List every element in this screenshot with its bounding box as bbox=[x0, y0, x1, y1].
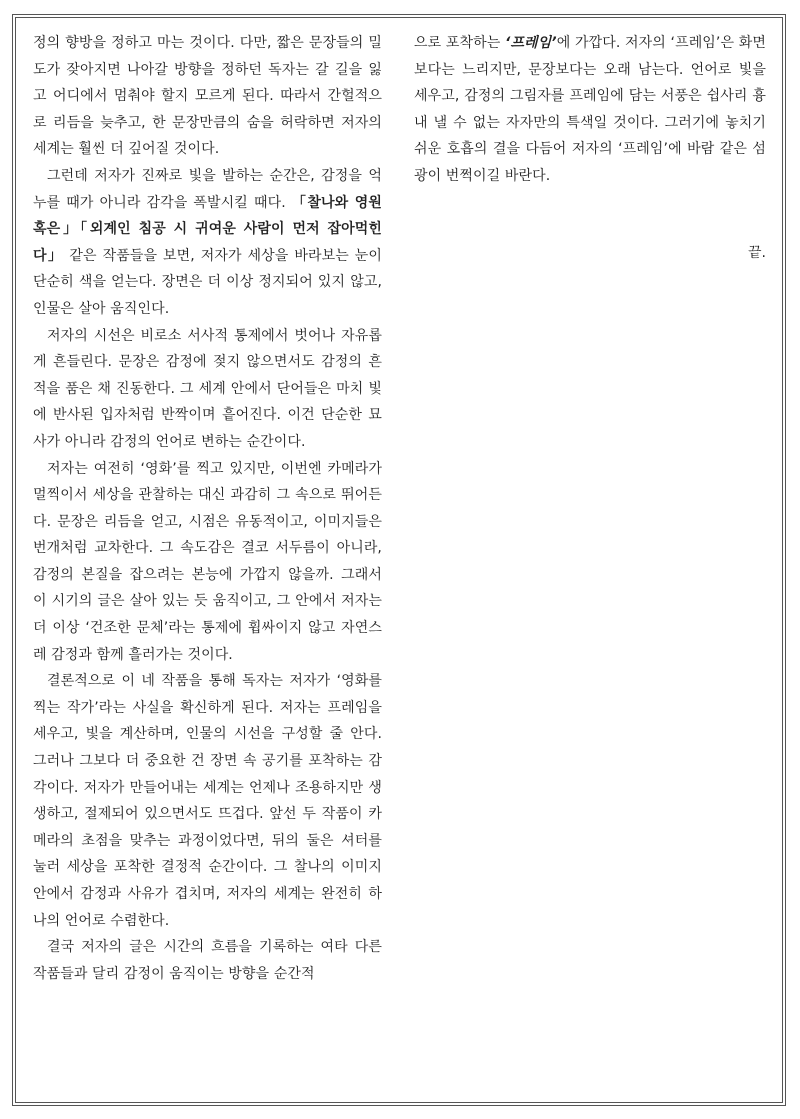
paragraph-7 bbox=[414, 30, 766, 190]
left-column bbox=[33, 30, 382, 987]
frame-term-bold-italic: ‘프레임’ bbox=[505, 35, 557, 51]
paragraph-7-text-b: 에 가깝다. 저자의 ‘프레임’은 화면보다는 느리지만, 문장보다는 오래 남는다. 언어로 빛을 세우고, 감정의 그림자를 프레임에 담는 서풍은 쉽사리 흉내 낼 수 없는 자자만의 특색일 것이다. 그러기에 놓치기 쉬운 호흡의 결을 다듬어 저자의 ‘프레임’에 바람 같은 섬광이 번쩍이길 바란다. bbox=[414, 35, 766, 184]
paragraph-2-text-b: 같은 작품들을 보면, 저자가 세상을 바라보는 눈이 단순히 색을 얻는다. 장면은 더 이상 정지되어 있지 않고, 인물은 살아 움직인다. bbox=[33, 247, 382, 317]
paragraph-4: 저자는 여전히 ‘영화’를 찍고 있지만, 이번엔 카메라가 멀찍이서 세상을 관찰하는 대신 과감히 그 속으로 뛰어든다. 문장은 리듬을 얻고, 시점은 유동적이고, 이미지들은 번개처럼 교차한다. 그 속도감은 결코 서두름이 아니라, 감정의 본질을 잡으려는 본능에 가깝지 않을까. 그래서 이 시기의 글은 살아 있는 듯 움직이고, 그 안에서 저자는 더 이상 ‘건조한 문체’라는 통제에 휩싸이지 않고 자연스레 감정과 함께 흘러가는 것이다. bbox=[33, 460, 382, 663]
paragraph-2-text-a: 그런데 저자가 진짜로 빛을 발하는 순간은, 감정을 억누를 때가 아니라 감각을 폭발시킬 때다. bbox=[33, 167, 382, 211]
paragraph-1: 정의 향방을 정하고 마는 것이다. 다만, 짧은 문장들의 밀도가 잦아지면 나아갈 방향을 정하던 독자는 갈 길을 잃고 어디에서 멈춰야 할지 모르게 된다. 따라서 간헐적으로 리듬을 늦추고, 한 문장만큼의 숨을 허락하면 저자의 세계는 훨씬 더 깊어질 것이다. bbox=[33, 35, 382, 158]
right-column bbox=[414, 30, 766, 190]
paragraph-2 bbox=[33, 163, 382, 323]
paragraph-6: 결국 저자의 글은 시간의 흐름을 기록하는 여타 다른 작품들과 달리 감정이 움직이는 방향을 순간적 bbox=[33, 939, 382, 982]
paragraph-5: 결론적으로 이 네 작품을 통해 독자는 저자가 ‘영화를 찍는 작가’라는 사실을 확신하게 된다. 저자는 프레임을 세우고, 빛을 계산하며, 인물의 시선을 구성할 줄 안다. 그러나 그보다 더 중요한 건 장면 속 공기를 포착하는 감각이다. 저자가 만들어내는 세계는 언제나 조용하지만 생생하고, 절제되어 있으면서도 뜨겁다. 앞선 두 작품이 카메라의 초점을 맞추는 과정이었다면, 뒤의 둘은 셔터를 눌러 세상을 포착한 결정적 순간이다. 그 찰나의 이미지 안에서 감정과 사유가 겹치며, 저자의 세계는 완전히 하나의 언어로 수렴한다. bbox=[33, 673, 382, 929]
work-titles-bold: 「찰나와 영원 혹은」「외계인 침공 시 귀여운 사람이 먼저 잡아먹힌다」 bbox=[33, 194, 382, 264]
paragraph-3: 저자의 시선은 비로소 서사적 통제에서 벗어나 자유롭게 흔들린다. 문장은 감정에 젖지 않으면서도 감정의 흔적을 품은 채 진동한다. 그 세계 안에서 단어들은 마치 빛에 반사된 입자처럼 반짝이며 흩어진다. 이건 단순한 묘사가 아니라 감정의 언어로 변하는 순간이다. bbox=[33, 327, 382, 450]
paragraph-7-text-a: 으로 포착하는 bbox=[414, 35, 505, 51]
end-mark: 끝. bbox=[748, 245, 766, 261]
